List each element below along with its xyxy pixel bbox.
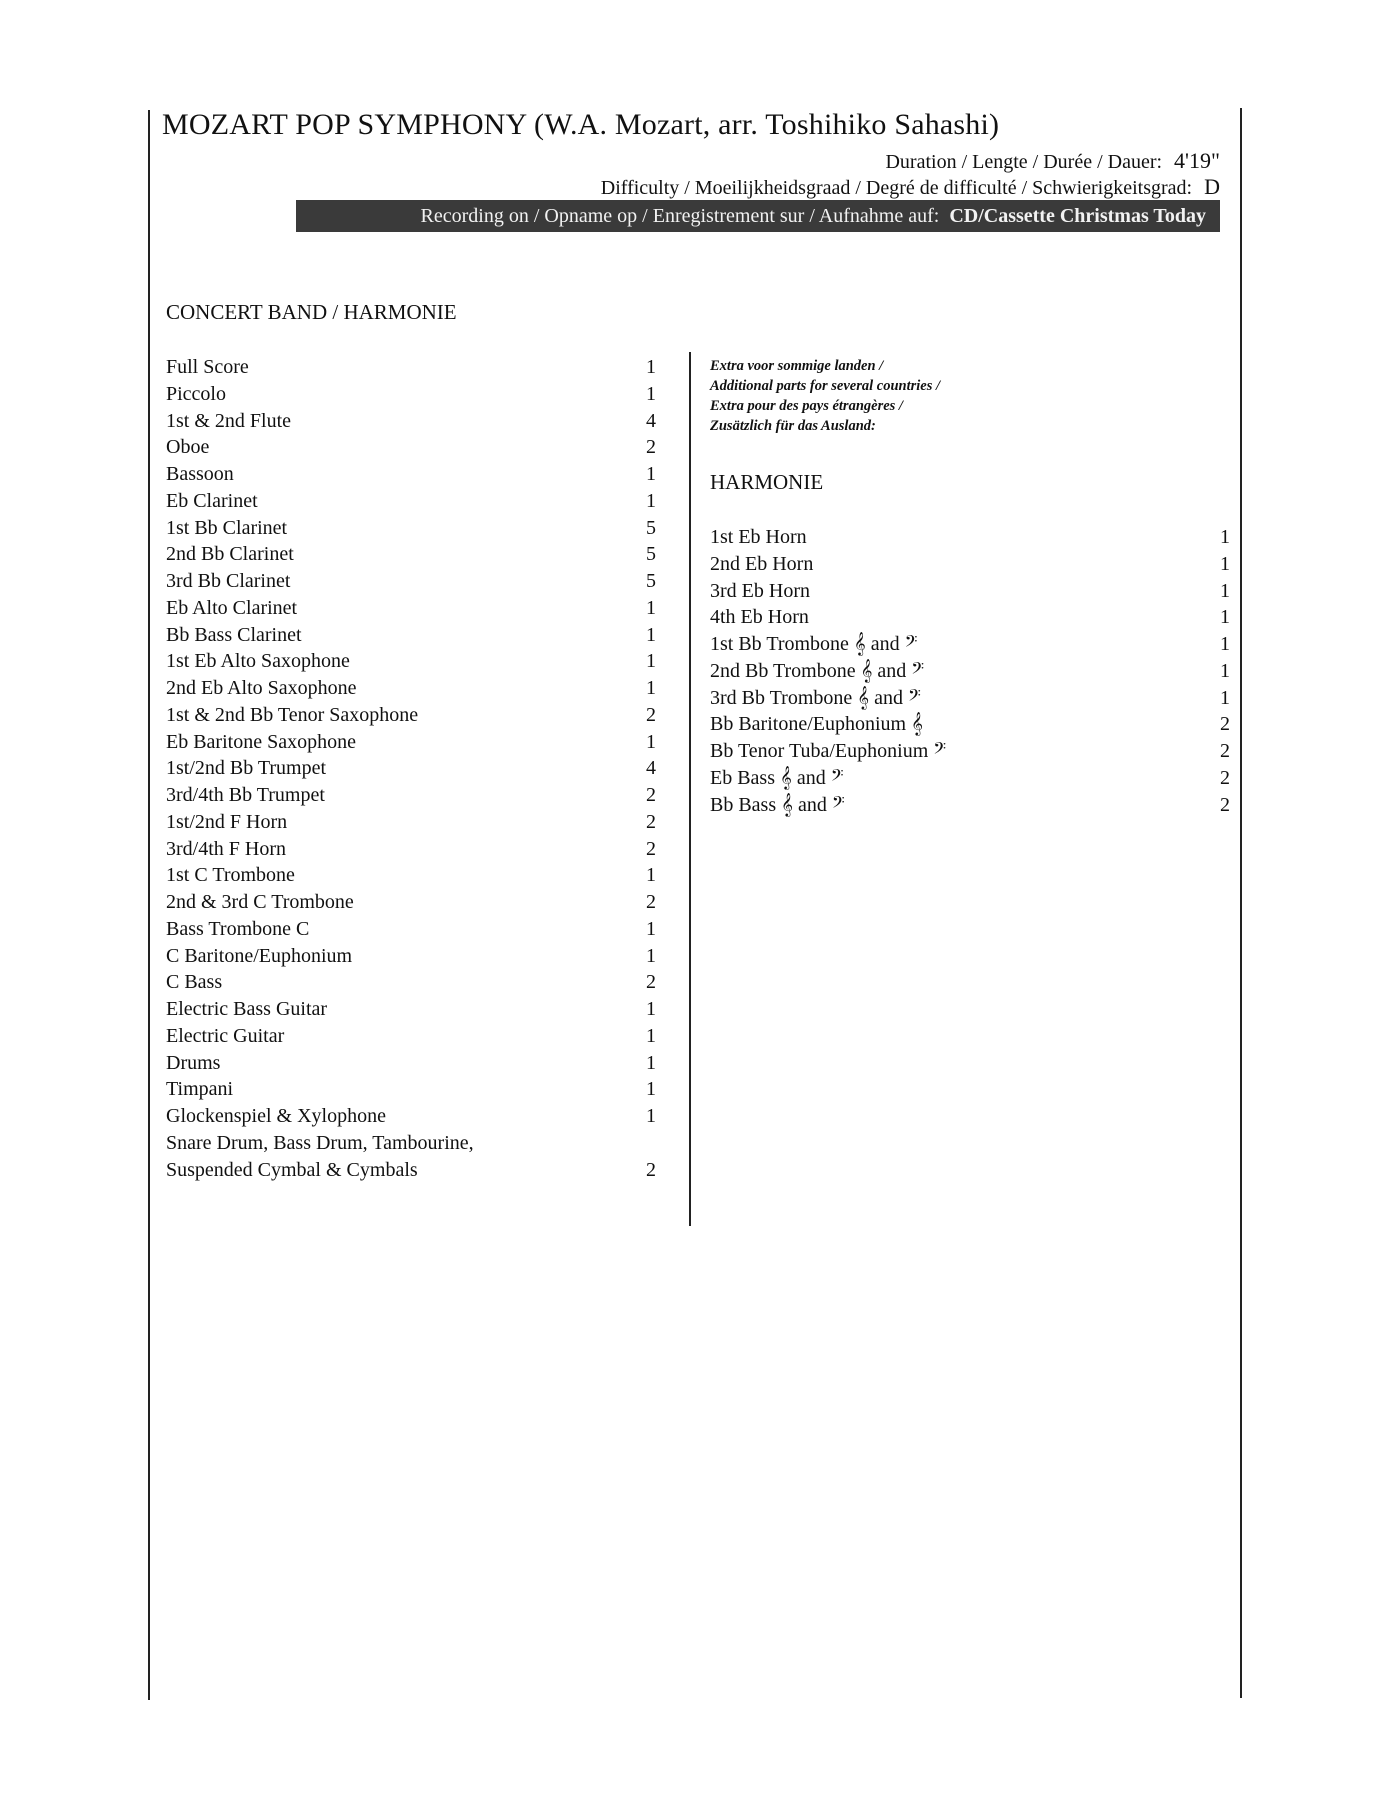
part-row: [710, 685, 1230, 712]
part-name: 1st Bb Clarinet: [166, 516, 288, 539]
part-row: [166, 488, 656, 515]
part-name: 2nd Bb Trombone 𝄞 and 𝄢: [710, 659, 925, 682]
part-row: [166, 675, 656, 702]
extra-parts-note: [710, 356, 940, 436]
part-row: [710, 738, 1230, 765]
part-quantity: 2: [646, 891, 656, 913]
part-name: 3rd Bb Clarinet: [166, 570, 291, 592]
part-row: [166, 862, 656, 889]
part-quantity: 1: [646, 356, 656, 378]
part-name: Electric Guitar: [166, 1024, 285, 1047]
part-row: [166, 702, 656, 729]
part-quantity: 1: [646, 1024, 656, 1047]
concert-band-parts-list: [166, 354, 656, 1183]
left-margin-rule: [148, 110, 150, 1700]
part-row: [166, 755, 656, 782]
part-row: [166, 622, 656, 649]
page-title: MOZART POP SYMPHONY (W.A. Mozart, arr. Toshihiko Sahashi): [162, 108, 1000, 141]
part-quantity: 1: [646, 917, 656, 940]
extra-note-line: Additional parts for several countries /: [710, 378, 941, 394]
part-quantity: 2: [1220, 766, 1230, 789]
part-row: [166, 809, 656, 836]
part-quantity: 2: [646, 784, 656, 806]
part-row: [166, 354, 656, 381]
part-quantity: 1: [646, 677, 656, 699]
right-margin-rule: [1240, 108, 1242, 1698]
part-name: 1st C Trombone: [166, 864, 295, 887]
part-quantity: 1: [646, 623, 656, 646]
part-quantity: 1: [646, 489, 656, 512]
part-name: 3rd/4th Bb Trumpet: [166, 784, 325, 806]
part-row: [710, 765, 1230, 792]
part-quantity: 5: [646, 543, 656, 566]
part-row: [710, 711, 1230, 738]
part-name: C Bass: [166, 971, 223, 994]
part-row: [166, 969, 656, 996]
part-name: 1st & 2nd Flute: [166, 409, 292, 432]
part-name: Bb Baritone/Euphonium 𝄞: [710, 713, 923, 736]
part-quantity: 2: [1220, 713, 1230, 736]
part-quantity: 1: [646, 382, 656, 405]
part-quantity: 2: [646, 810, 656, 833]
part-row: [166, 836, 656, 863]
part-name: 1st Eb Horn: [710, 526, 807, 548]
part-row: [710, 551, 1230, 578]
part-name: Eb Alto Clarinet: [166, 596, 298, 619]
part-quantity: 2: [1220, 793, 1230, 816]
part-name: Bass Trombone C: [166, 917, 310, 940]
part-row: [166, 408, 656, 435]
part-quantity: 1: [646, 1078, 656, 1101]
part-name: Drums: [166, 1051, 221, 1074]
part-quantity: 2: [646, 971, 656, 994]
part-name: 2nd & 3rd C Trombone: [166, 891, 354, 913]
concert-band-title: CONCERT BAND / HARMONIE: [166, 300, 457, 324]
part-row: [166, 1050, 656, 1077]
part-row: [166, 648, 656, 675]
duration-line: [885, 148, 1220, 174]
part-quantity: 1: [1220, 686, 1230, 709]
part-name: 4th Eb Horn: [710, 606, 809, 629]
harmonie-title: HARMONIE: [710, 470, 824, 494]
part-row: [166, 943, 656, 970]
recording-banner: [296, 200, 1220, 232]
part-row: [710, 578, 1230, 605]
part-name: Full Score: [166, 356, 249, 378]
part-name: Snare Drum, Bass Drum, Tambourine, Suspended Cymbal & Cymbals: [166, 1131, 474, 1181]
part-row: [166, 515, 656, 542]
duration-label: Duration / Lengte / Durée / Dauer:: [885, 151, 1163, 173]
part-name: C Baritone/Euphonium: [166, 944, 353, 967]
part-quantity: 1: [646, 463, 656, 485]
part-name: 1st Eb Alto Saxophone: [166, 650, 350, 673]
part-row: [166, 996, 656, 1023]
part-name: Oboe: [166, 436, 210, 459]
difficulty-label: Difficulty / Moeilijkheidsgraad / Degré de difficulté / Schwierigkeitsgrad:: [600, 177, 1193, 199]
recording-label: Recording on / Opname op / Enregistrement sur / Aufnahme auf:: [420, 205, 940, 227]
part-quantity: 1: [1220, 633, 1230, 655]
part-row: [710, 524, 1230, 551]
part-row: [710, 792, 1230, 819]
part-name: Piccolo: [166, 382, 226, 405]
part-quantity: 2: [1220, 740, 1230, 762]
part-quantity: 2: [646, 1158, 656, 1181]
part-name: 2nd Eb Horn: [710, 552, 814, 575]
part-name: 2nd Eb Alto Saxophone: [166, 677, 357, 699]
part-row: [166, 434, 656, 461]
part-row: [166, 568, 656, 595]
part-name: 1st/2nd F Horn: [166, 810, 288, 833]
extra-note-line: Extra voor sommige landen /: [710, 358, 884, 374]
part-name: 1st Bb Trombone 𝄞 and 𝄢: [710, 633, 918, 655]
part-quantity: 2: [646, 436, 656, 459]
part-name: Bb Bass Clarinet: [166, 623, 302, 646]
part-quantity: 1: [646, 864, 656, 887]
part-quantity: 1: [1220, 552, 1230, 575]
part-row: [166, 461, 656, 488]
part-row: [710, 658, 1230, 685]
part-name: Bb Tenor Tuba/Euphonium 𝄢: [710, 740, 947, 762]
part-name: 3rd/4th F Horn: [166, 837, 286, 860]
harmonie-parts-list: [710, 524, 1230, 818]
part-name: 3rd Eb Horn: [710, 579, 810, 602]
part-name: Glockenspiel & Xylophone: [166, 1105, 386, 1127]
part-quantity: 1: [646, 650, 656, 673]
part-row: [166, 381, 656, 408]
part-name: Timpani: [166, 1078, 234, 1101]
part-name: Electric Bass Guitar: [166, 998, 328, 1020]
part-quantity: 1: [646, 944, 656, 967]
part-row: [166, 1023, 656, 1050]
part-name: Bassoon: [166, 463, 234, 485]
extra-note-line: Zusätzlich für das Ausland:: [710, 418, 876, 434]
part-name: 1st/2nd Bb Trumpet: [166, 757, 327, 780]
part-name: 3rd Bb Trombone 𝄞 and 𝄢: [710, 686, 921, 709]
part-quantity: 5: [646, 570, 656, 592]
part-quantity: 1: [1220, 579, 1230, 602]
part-row: [166, 782, 656, 809]
part-row: [166, 889, 656, 916]
part-quantity: 1: [646, 1105, 656, 1127]
difficulty-line: [601, 174, 1220, 200]
part-quantity: 2: [646, 703, 656, 726]
recording-value: CD/Cassette Christmas Today: [949, 205, 1206, 227]
part-name: 2nd Bb Clarinet: [166, 543, 294, 566]
part-row: [166, 1076, 656, 1103]
part-name: Eb Clarinet: [166, 489, 258, 512]
part-name: Eb Baritone Saxophone: [166, 730, 356, 753]
part-name: Eb Bass 𝄞 and 𝄢: [710, 766, 844, 789]
part-name: Bb Bass 𝄞 and 𝄢: [710, 793, 845, 816]
part-quantity: 2: [646, 837, 656, 860]
part-quantity: 4: [646, 757, 656, 780]
part-row: [166, 729, 656, 756]
part-quantity: 5: [646, 516, 656, 539]
extra-note-line: Extra pour des pays étrangères /: [710, 398, 903, 414]
part-quantity: 1: [646, 1051, 656, 1074]
column-divider: [689, 352, 691, 1226]
part-quantity: 1: [1220, 606, 1230, 629]
part-quantity: 1: [646, 596, 656, 619]
part-name: 1st & 2nd Bb Tenor Saxophone: [166, 703, 419, 726]
part-quantity: 4: [646, 409, 656, 432]
part-quantity: 1: [646, 998, 656, 1020]
difficulty-value: D: [1204, 174, 1220, 199]
part-row: [166, 1103, 656, 1130]
part-row: [166, 541, 656, 568]
part-quantity: 1: [1220, 526, 1230, 548]
part-row: [166, 595, 656, 622]
part-row: [166, 916, 656, 943]
part-row: [166, 1130, 656, 1184]
part-row: [710, 604, 1230, 631]
part-row: [710, 631, 1230, 658]
part-quantity: 1: [646, 730, 656, 753]
part-quantity: 1: [1220, 659, 1230, 682]
duration-value: 4'19": [1174, 148, 1220, 173]
